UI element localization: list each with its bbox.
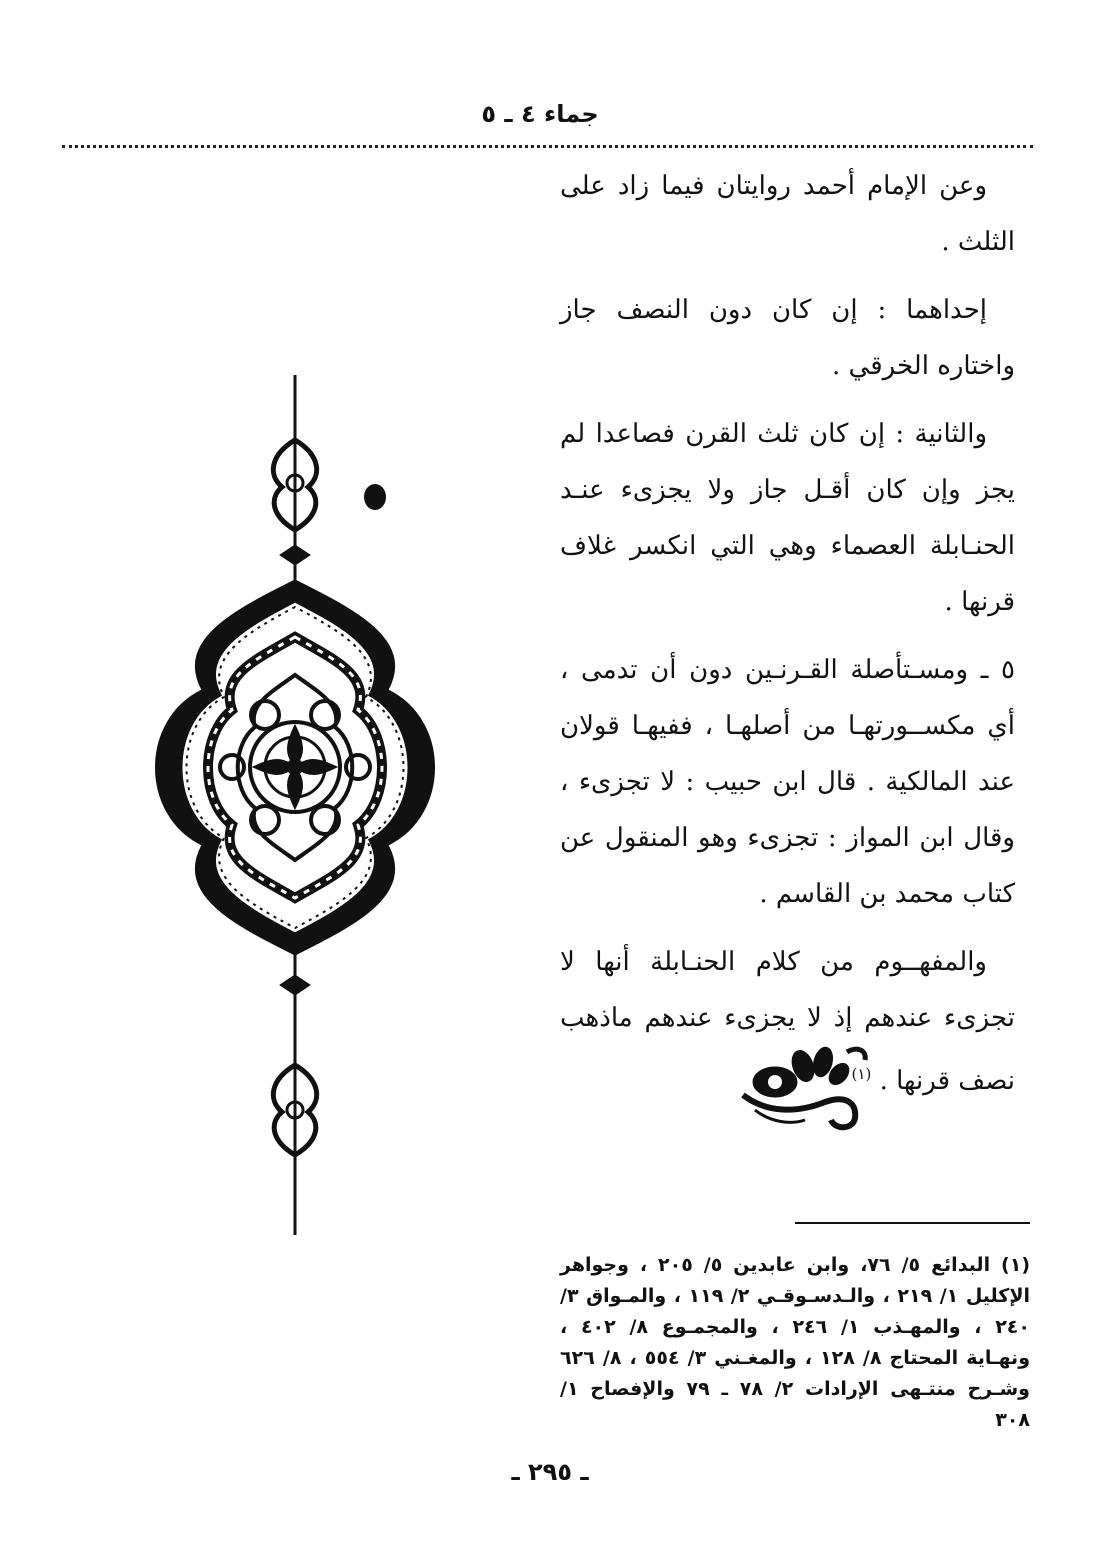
arabesque-medallion-icon (120, 375, 470, 1235)
paragraph: والثانية : إن كان ثلث القرن فصاعدا لم يجز وإن كان أقـل جاز ولا يجزىء عنـد الحنـابلة العصماء وهي التي انكسر غلاف قرنها . (560, 419, 1015, 617)
header-dotted-rule (62, 145, 1033, 148)
floral-flourish-icon (735, 1040, 875, 1135)
body-text (560, 158, 1015, 1121)
running-head: جماء ٤ ـ ٥ (481, 100, 599, 128)
footnote-marker: (١) (851, 1065, 872, 1083)
footnote-rule (795, 1222, 1030, 1224)
footnote: (١) البدائع ٥/ ٧٦، وابن عابدين ٥/ ٢٠٥ ، وجواهر الإكليل ١/ ٢١٩ ، والـدسـوقـي ٢/ ١١٩ ، والمـواق ٣/ ٢٤٠ ، والمهـذب ١/ ٢٤٦ ، والمجمـوع ٨/ ٤٠٢ ، ونهـاية المحتاج ٨/ ١٢٨ ، والمغـني ٣/ ٥٥٤ ، ٨/ ٦٢٦ وشـرح منتـهى الإرادات ٢/ ٧٨ ـ ٧٩ والإفصاح ١/ ٣٠٨ (560, 1254, 1031, 1431)
paragraph: إحداهما : إن كان دون النصف جاز واختاره الخرقي . (560, 295, 1015, 381)
paragraph: وعن الإمام أحمد روايتان فيما زاد على الثلث . (560, 171, 1015, 257)
page-number: ـ ٢٩٥ ـ (511, 1458, 589, 1486)
ink-blot (364, 484, 386, 510)
paragraph: ٥ ـ ومسـتأصلة القـرنـين دون أن تدمى ، أي مكســورتهـا من أصلهـا ، ففيهـا قولان عند المالكية . قال ابن حبيب : لا تجزىء ، وقال ابن المواز : تجزىء وهو المنقول عن كتاب محمد بن القاسم . (560, 655, 1015, 909)
paragraph-text: والمفهــوم من كلام الحنـابلة أنها لا تجزىء عندهم إذ لا يجزىء عندهم ماذهب نصف قرنها . (560, 947, 1015, 1096)
